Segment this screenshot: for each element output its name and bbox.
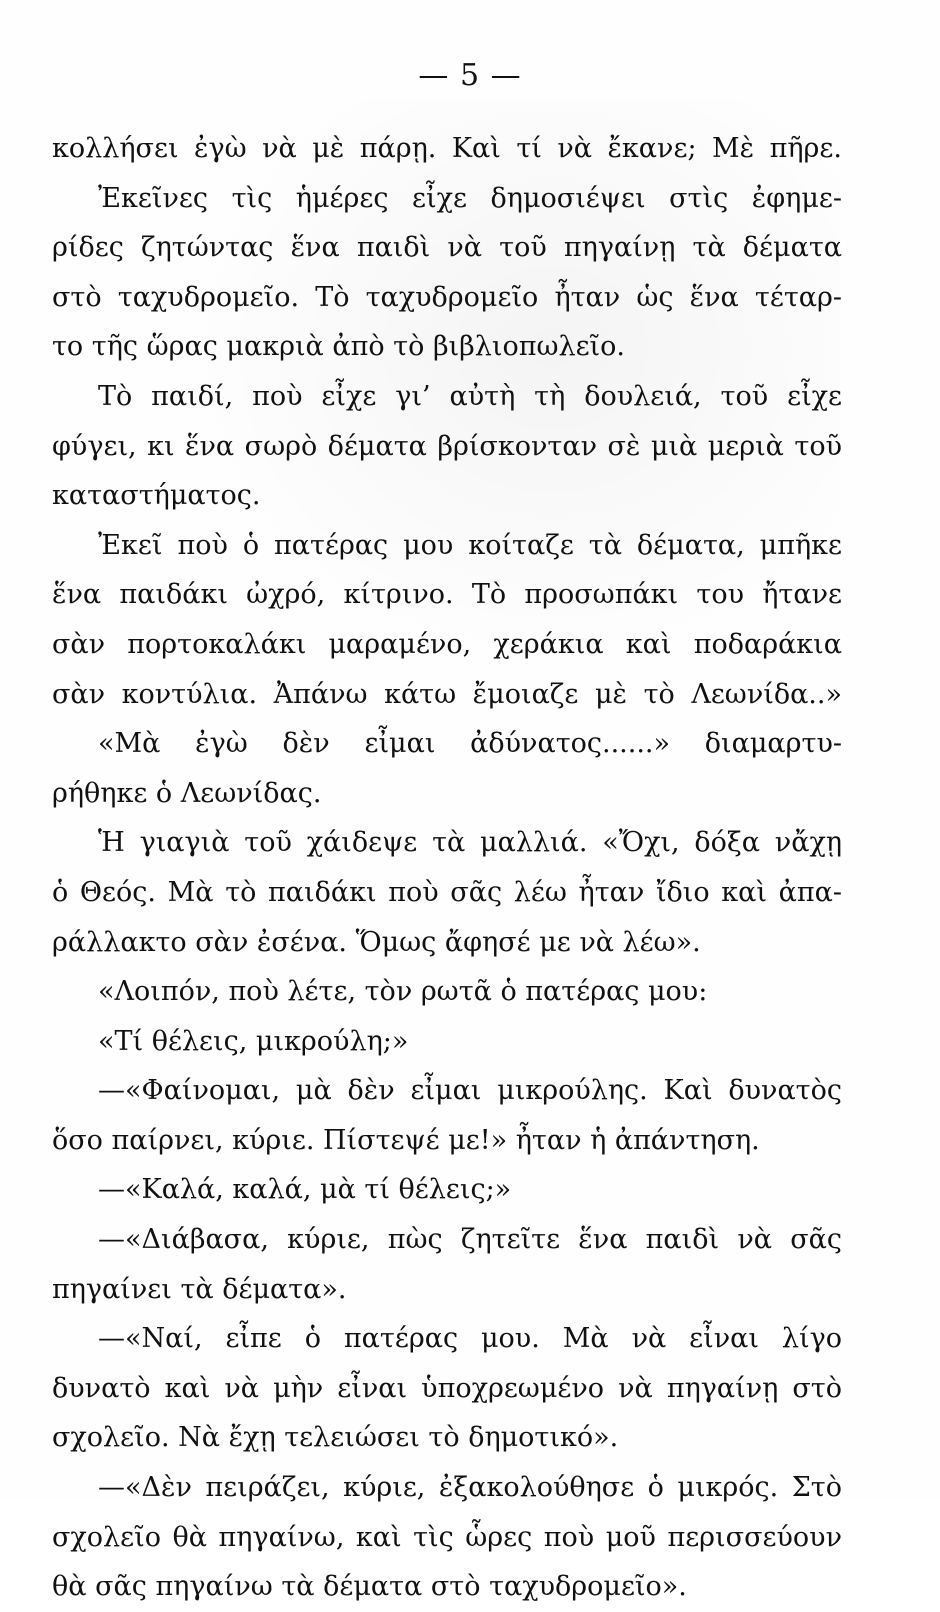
text-line: —«Διάβασα, κύριε, πὼς ζητεῖτε ἕνα παιδὶ νὰ σᾶς — [98, 1224, 842, 1256]
text-line: ὅσο παίρνει, κύριε. Πίστεψέ με!» ἦταν ἡ ἀπάντηση. — [52, 1124, 760, 1156]
text-line: —«Δὲν πειράζει, κύριε, ἐξακολούθησε ὁ μικρός. Στὸ — [98, 1472, 842, 1504]
text-line: «Λοιπόν, ποὺ λέτε, τὸν ρωτᾶ ὁ πατέρας μου: — [98, 976, 708, 1008]
text-line: κολλήσει ἐγὼ νὰ μὲ πάρῃ. Καὶ τί νὰ ἔκανε; Μὲ πῆρε. — [52, 133, 842, 164]
text-line: σχολεῖο. Νὰ ἔχῃ τελειώσει τὸ δημοτικό». — [52, 1422, 619, 1454]
text-line: πηγαίνει τὰ δέματα». — [52, 1273, 347, 1305]
text-line: το τῆς ὥρας μακριὰ ἀπὸ τὸ βιβλιοπωλεῖο. — [52, 331, 625, 363]
text-line: —«Φαίνομαι, μὰ δὲν εἶμαι μικρούλης. Καὶ δυνατὸς — [98, 1075, 842, 1107]
text-line: θὰ σᾶς πηγαίνω τὰ δέματα στὸ ταχυδρομεῖο». — [52, 1571, 687, 1603]
text-line: ρήθηκε ὁ Λεωνίδας. — [52, 777, 322, 809]
text-line: σὰν πορτοκαλάκι μαραμένο, χεράκια καὶ ποδαράκια — [52, 628, 842, 660]
text-line: ρίδες ζητώντας ἕνα παιδὶ νὰ τοῦ πηγαίνῃ τὰ δέματα — [52, 232, 842, 264]
text-line: στὸ ταχυδρομεῖο. Τὸ ταχυδρομεῖο ἦταν ὡς ἕνα τέταρ- — [52, 281, 842, 313]
text-line: Τὸ παιδί, ποὺ εἶχε γι’ αὐτὴ τὴ δουλειά, τοῦ εἶχε — [98, 380, 842, 412]
text-line: καταστήματος. — [52, 480, 261, 512]
text-line: Ἐκεῖ ποὺ ὁ πατέρας μου κοίταζε τὰ δέματα, μπῆκε — [98, 529, 842, 561]
text-line: Ἡ γιαγιὰ τοῦ χάιδεψε τὰ μαλλιά. «Ὄχι, δόξα νἄχῃ — [98, 827, 842, 859]
text-line: ράλλακτο σὰν ἐσένα. Ὅμως ἄφησέ με νὰ λέω». — [52, 926, 701, 958]
text-line: σὰν κοντύλια. Ἀπάνω κάτω ἔμοιαζε μὲ τὸ Λεωνίδα..» — [52, 678, 842, 710]
text-line: —«Ναί, εἶπε ὁ πατέρας μου. Μὰ νὰ εἶναι λίγο — [98, 1323, 842, 1355]
text-line: «Μὰ ἐγὼ δὲν εἶμαι ἀδύνατος......» διαμαρτυ- — [98, 728, 842, 760]
text-line: φύγει, κι ἕνα σωρὸ δέματα βρίσκονταν σὲ μιὰ μεριὰ τοῦ — [52, 430, 842, 462]
text-line: «Τί θέλεις, μικρούλη;» — [98, 1025, 409, 1057]
page-number: — 5 — — [418, 58, 522, 93]
text-line: ἕνα παιδάκι ὠχρό, κίτρινο. Τὸ προσωπάκι του ἤτανε — [52, 579, 842, 611]
text-line: Ἐκεῖνες τὶς ἡμέρες εἶχε δημοσιέψει στὶς ἐφημε- — [98, 182, 842, 214]
text-line: —«Καλά, καλά, μὰ τί θέλεις;» — [98, 1174, 512, 1206]
text-line: ὁ Θεός. Μὰ τὸ παιδάκι ποὺ σᾶς λέω ἦταν ἴδιο καὶ ἀπα- — [52, 876, 842, 908]
body-text — [52, 124, 842, 1612]
text-line: δυνατὸ καὶ νὰ μὴν εἶναι ὑποχρεωμένο νὰ πηγαίνῃ στὸ — [52, 1372, 842, 1404]
text-line: σχολεῖο θὰ πηγαίνω, καὶ τὶς ὧρες ποὺ μοῦ περισσεύουν — [52, 1521, 842, 1553]
